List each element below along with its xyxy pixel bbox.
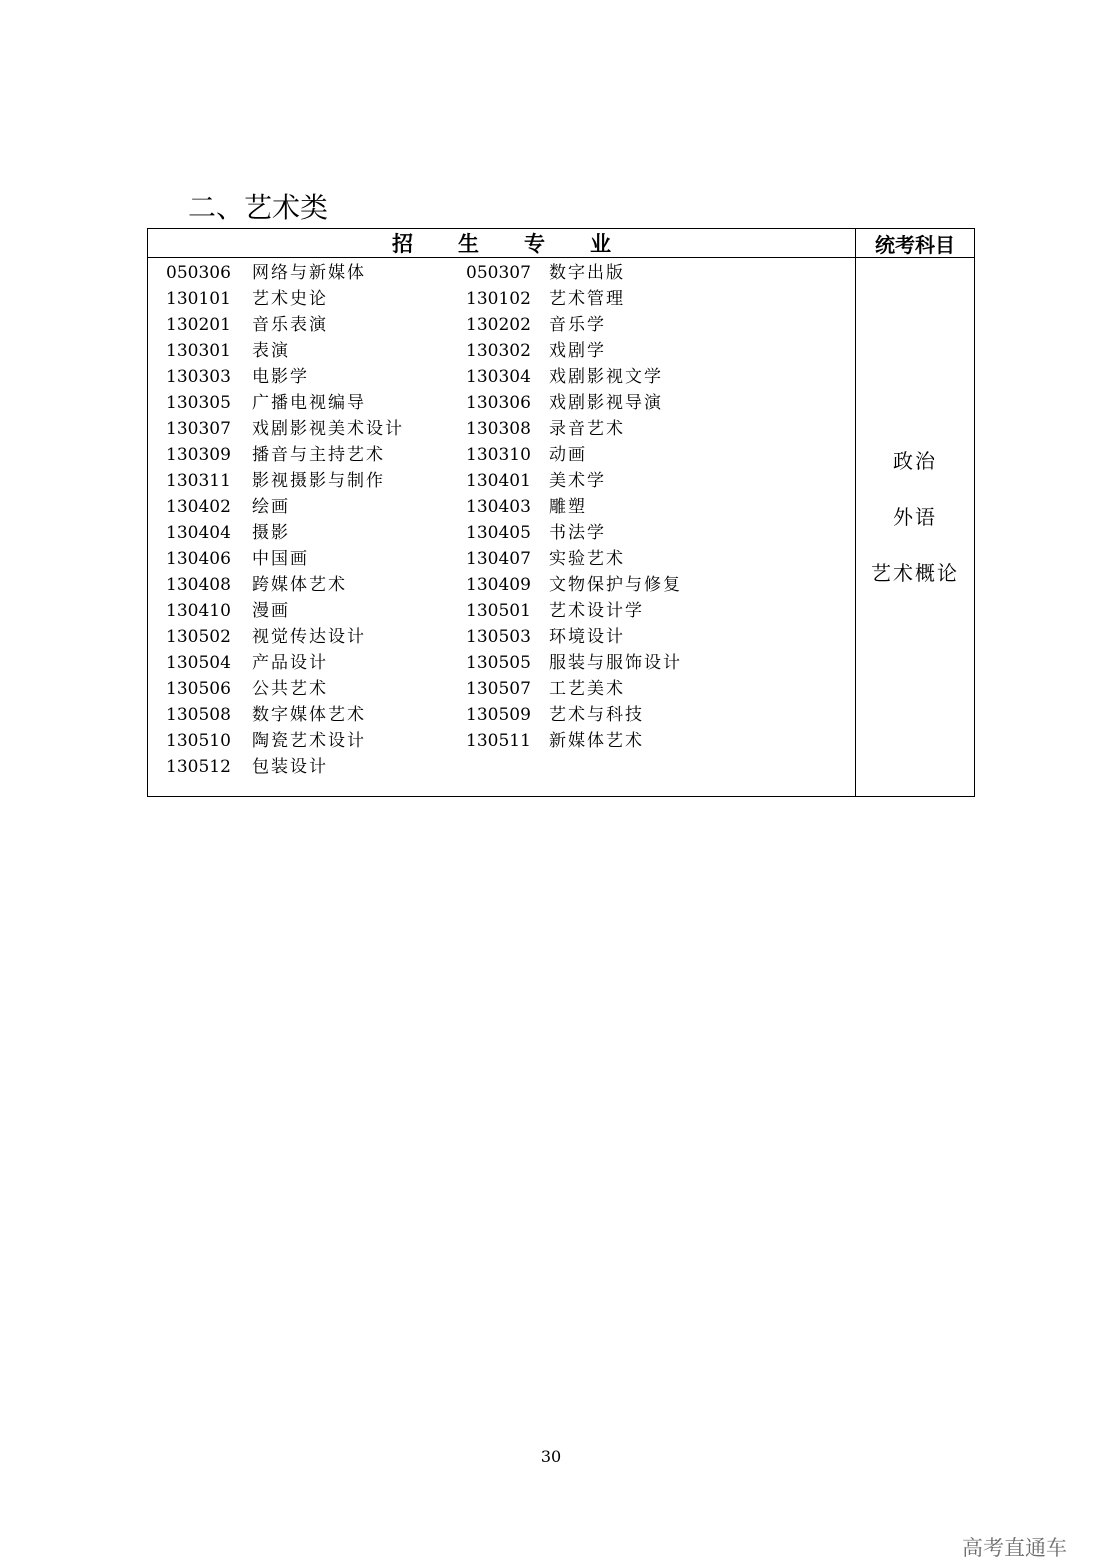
major-code: 130509 — [466, 705, 531, 725]
major-code: 130308 — [466, 419, 531, 439]
major-code: 130501 — [466, 601, 531, 621]
major-name: 跨媒体艺术 — [252, 575, 347, 595]
major-code: 130506 — [166, 679, 231, 699]
major-code: 130305 — [166, 393, 231, 413]
table-row — [166, 286, 846, 312]
page-number: 30 — [540, 1447, 562, 1466]
major-name: 表演 — [252, 341, 290, 361]
major-name: 录音艺术 — [549, 419, 625, 439]
table-row — [166, 572, 846, 598]
major-code: 130409 — [466, 575, 531, 595]
major-name: 数字出版 — [549, 263, 625, 283]
major-name: 艺术设计学 — [549, 601, 644, 621]
major-name: 环境设计 — [549, 627, 625, 647]
major-code: 130405 — [466, 523, 531, 543]
major-code: 050307 — [466, 263, 531, 283]
table-row — [166, 676, 846, 702]
major-code: 130402 — [166, 497, 231, 517]
table-row — [166, 390, 846, 416]
major-code: 130304 — [466, 367, 531, 387]
major-name: 工艺美术 — [549, 679, 625, 699]
major-name: 摄影 — [252, 523, 290, 543]
major-code: 130510 — [166, 731, 231, 751]
major-code: 130512 — [166, 757, 231, 777]
major-name: 播音与主持艺术 — [252, 445, 385, 465]
table-row — [166, 624, 846, 650]
exam-subject: 艺术概论 — [871, 561, 959, 585]
major-name: 陶瓷艺术设计 — [252, 731, 366, 751]
table-row — [166, 520, 846, 546]
major-name: 戏剧影视美术设计 — [252, 419, 404, 439]
major-code: 130311 — [166, 471, 231, 491]
major-name: 艺术与科技 — [549, 705, 644, 725]
major-name: 服装与服饰设计 — [549, 653, 682, 673]
table-row — [166, 364, 846, 390]
major-name: 美术学 — [549, 471, 606, 491]
major-code: 130202 — [466, 315, 531, 335]
major-name: 实验艺术 — [549, 549, 625, 569]
major-code: 130302 — [466, 341, 531, 361]
watermark: 高考直通车 — [962, 1536, 1067, 1560]
major-name: 戏剧影视导演 — [549, 393, 663, 413]
table-row — [166, 702, 846, 728]
exam-subject: 政治 — [893, 449, 937, 473]
major-name: 包装设计 — [252, 757, 328, 777]
major-name: 漫画 — [252, 601, 290, 621]
major-name: 艺术管理 — [549, 289, 625, 309]
major-code: 130102 — [466, 289, 531, 309]
major-name: 绘画 — [252, 497, 290, 517]
table-row — [166, 338, 846, 364]
exam-subject: 外语 — [893, 505, 937, 529]
major-name: 新媒体艺术 — [549, 731, 644, 751]
table-row — [166, 546, 846, 572]
majors-table — [147, 228, 975, 797]
table-row — [166, 260, 846, 286]
major-name: 视觉传达设计 — [252, 627, 366, 647]
major-code: 130511 — [466, 731, 531, 751]
table-row — [166, 416, 846, 442]
table-row — [166, 754, 846, 780]
major-name: 广播电视编导 — [252, 393, 366, 413]
major-code: 130404 — [166, 523, 231, 543]
major-name: 音乐学 — [549, 315, 606, 335]
major-code: 130504 — [166, 653, 231, 673]
major-code: 130201 — [166, 315, 231, 335]
table-row — [166, 650, 846, 676]
major-name: 雕塑 — [549, 497, 587, 517]
table-row — [166, 598, 846, 624]
major-name: 艺术史论 — [252, 289, 328, 309]
major-code: 050306 — [166, 263, 231, 283]
major-code: 130301 — [166, 341, 231, 361]
subjects-list — [856, 444, 974, 612]
table-row — [166, 728, 846, 754]
major-code: 130307 — [166, 419, 231, 439]
table-row — [166, 442, 846, 468]
table-row — [166, 494, 846, 520]
major-code: 130507 — [466, 679, 531, 699]
major-code: 130508 — [166, 705, 231, 725]
major-code: 130410 — [166, 601, 231, 621]
major-name: 产品设计 — [252, 653, 328, 673]
major-name: 影视摄影与制作 — [252, 471, 385, 491]
major-name: 音乐表演 — [252, 315, 328, 335]
major-name: 动画 — [549, 445, 587, 465]
major-name: 戏剧影视文学 — [549, 367, 663, 387]
major-name: 文物保护与修复 — [549, 575, 682, 595]
major-name: 戏剧学 — [549, 341, 606, 361]
major-code: 130401 — [466, 471, 531, 491]
major-code: 130408 — [166, 575, 231, 595]
table-row — [166, 312, 846, 338]
major-code: 130505 — [466, 653, 531, 673]
major-code: 130306 — [466, 393, 531, 413]
major-code: 130303 — [166, 367, 231, 387]
major-code: 130406 — [166, 549, 231, 569]
major-code: 130503 — [466, 627, 531, 647]
major-code: 130502 — [166, 627, 231, 647]
table-header — [148, 229, 974, 258]
major-name: 书法学 — [549, 523, 606, 543]
section-title: 二、艺术类 — [188, 191, 329, 224]
major-name: 电影学 — [252, 367, 309, 387]
major-code: 130310 — [466, 445, 531, 465]
table-row — [166, 468, 846, 494]
major-name: 中国画 — [252, 549, 309, 569]
major-name: 网络与新媒体 — [252, 263, 366, 283]
major-name: 公共艺术 — [252, 679, 328, 699]
header-subjects: 统考科目 — [875, 232, 955, 257]
major-code: 130407 — [466, 549, 531, 569]
major-code: 130309 — [166, 445, 231, 465]
majors-list — [166, 260, 846, 780]
major-code: 130403 — [466, 497, 531, 517]
major-code: 130101 — [166, 289, 231, 309]
header-majors: 招生专业 — [392, 232, 656, 256]
major-name: 数字媒体艺术 — [252, 705, 366, 725]
